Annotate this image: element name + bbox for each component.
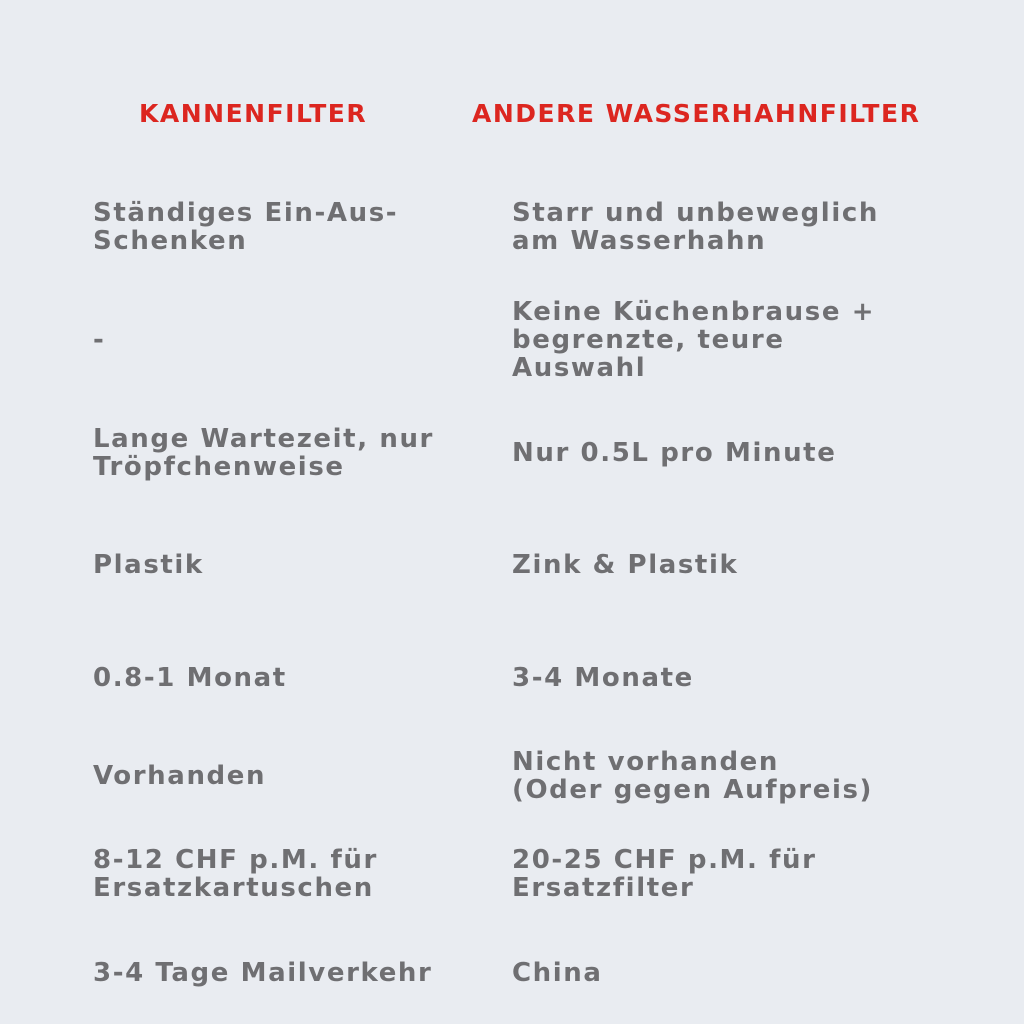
row-7-right-cell: 20-25 CHF p.M. für Ersatzfilter — [512, 845, 817, 903]
row-4-left-cell: Plastik — [93, 550, 204, 580]
row-5-right-cell: 3-4 Monate — [512, 663, 694, 693]
row-1-left-cell: Ständiges Ein-Aus- Schenken — [93, 198, 399, 256]
row-5-left-cell: 0.8-1 Monat — [93, 663, 287, 693]
row-8-left-cell: 3-4 Tage Mailverkehr — [93, 958, 433, 988]
row-3-right-cell: Nur 0.5L pro Minute — [512, 438, 837, 468]
row-3-left-cell: Lange Wartezeit, nur Tröpfchenweise — [93, 424, 434, 482]
row-6-right-cell: Nicht vorhanden (Oder gegen Aufpreis) — [512, 747, 874, 805]
row-6-left-cell: Vorhanden — [93, 761, 267, 791]
row-2-right-cell: Keine Küchenbrause + begrenzte, teure Auswahl — [512, 297, 876, 383]
row-4-right-cell: Zink & Plastik — [512, 550, 739, 580]
row-1-right-cell: Starr und unbeweglich am Wasserhahn — [512, 198, 879, 256]
row-8-right-cell: China — [512, 958, 603, 988]
column-header-wasserhahnfilter: ANDERE WASSERHAHNFILTER — [472, 99, 921, 128]
row-2-left-cell: - — [93, 325, 106, 355]
column-header-kannenfilter: KANNENFILTER — [139, 99, 368, 128]
row-7-left-cell: 8-12 CHF p.M. für Ersatzkartuschen — [93, 845, 378, 903]
